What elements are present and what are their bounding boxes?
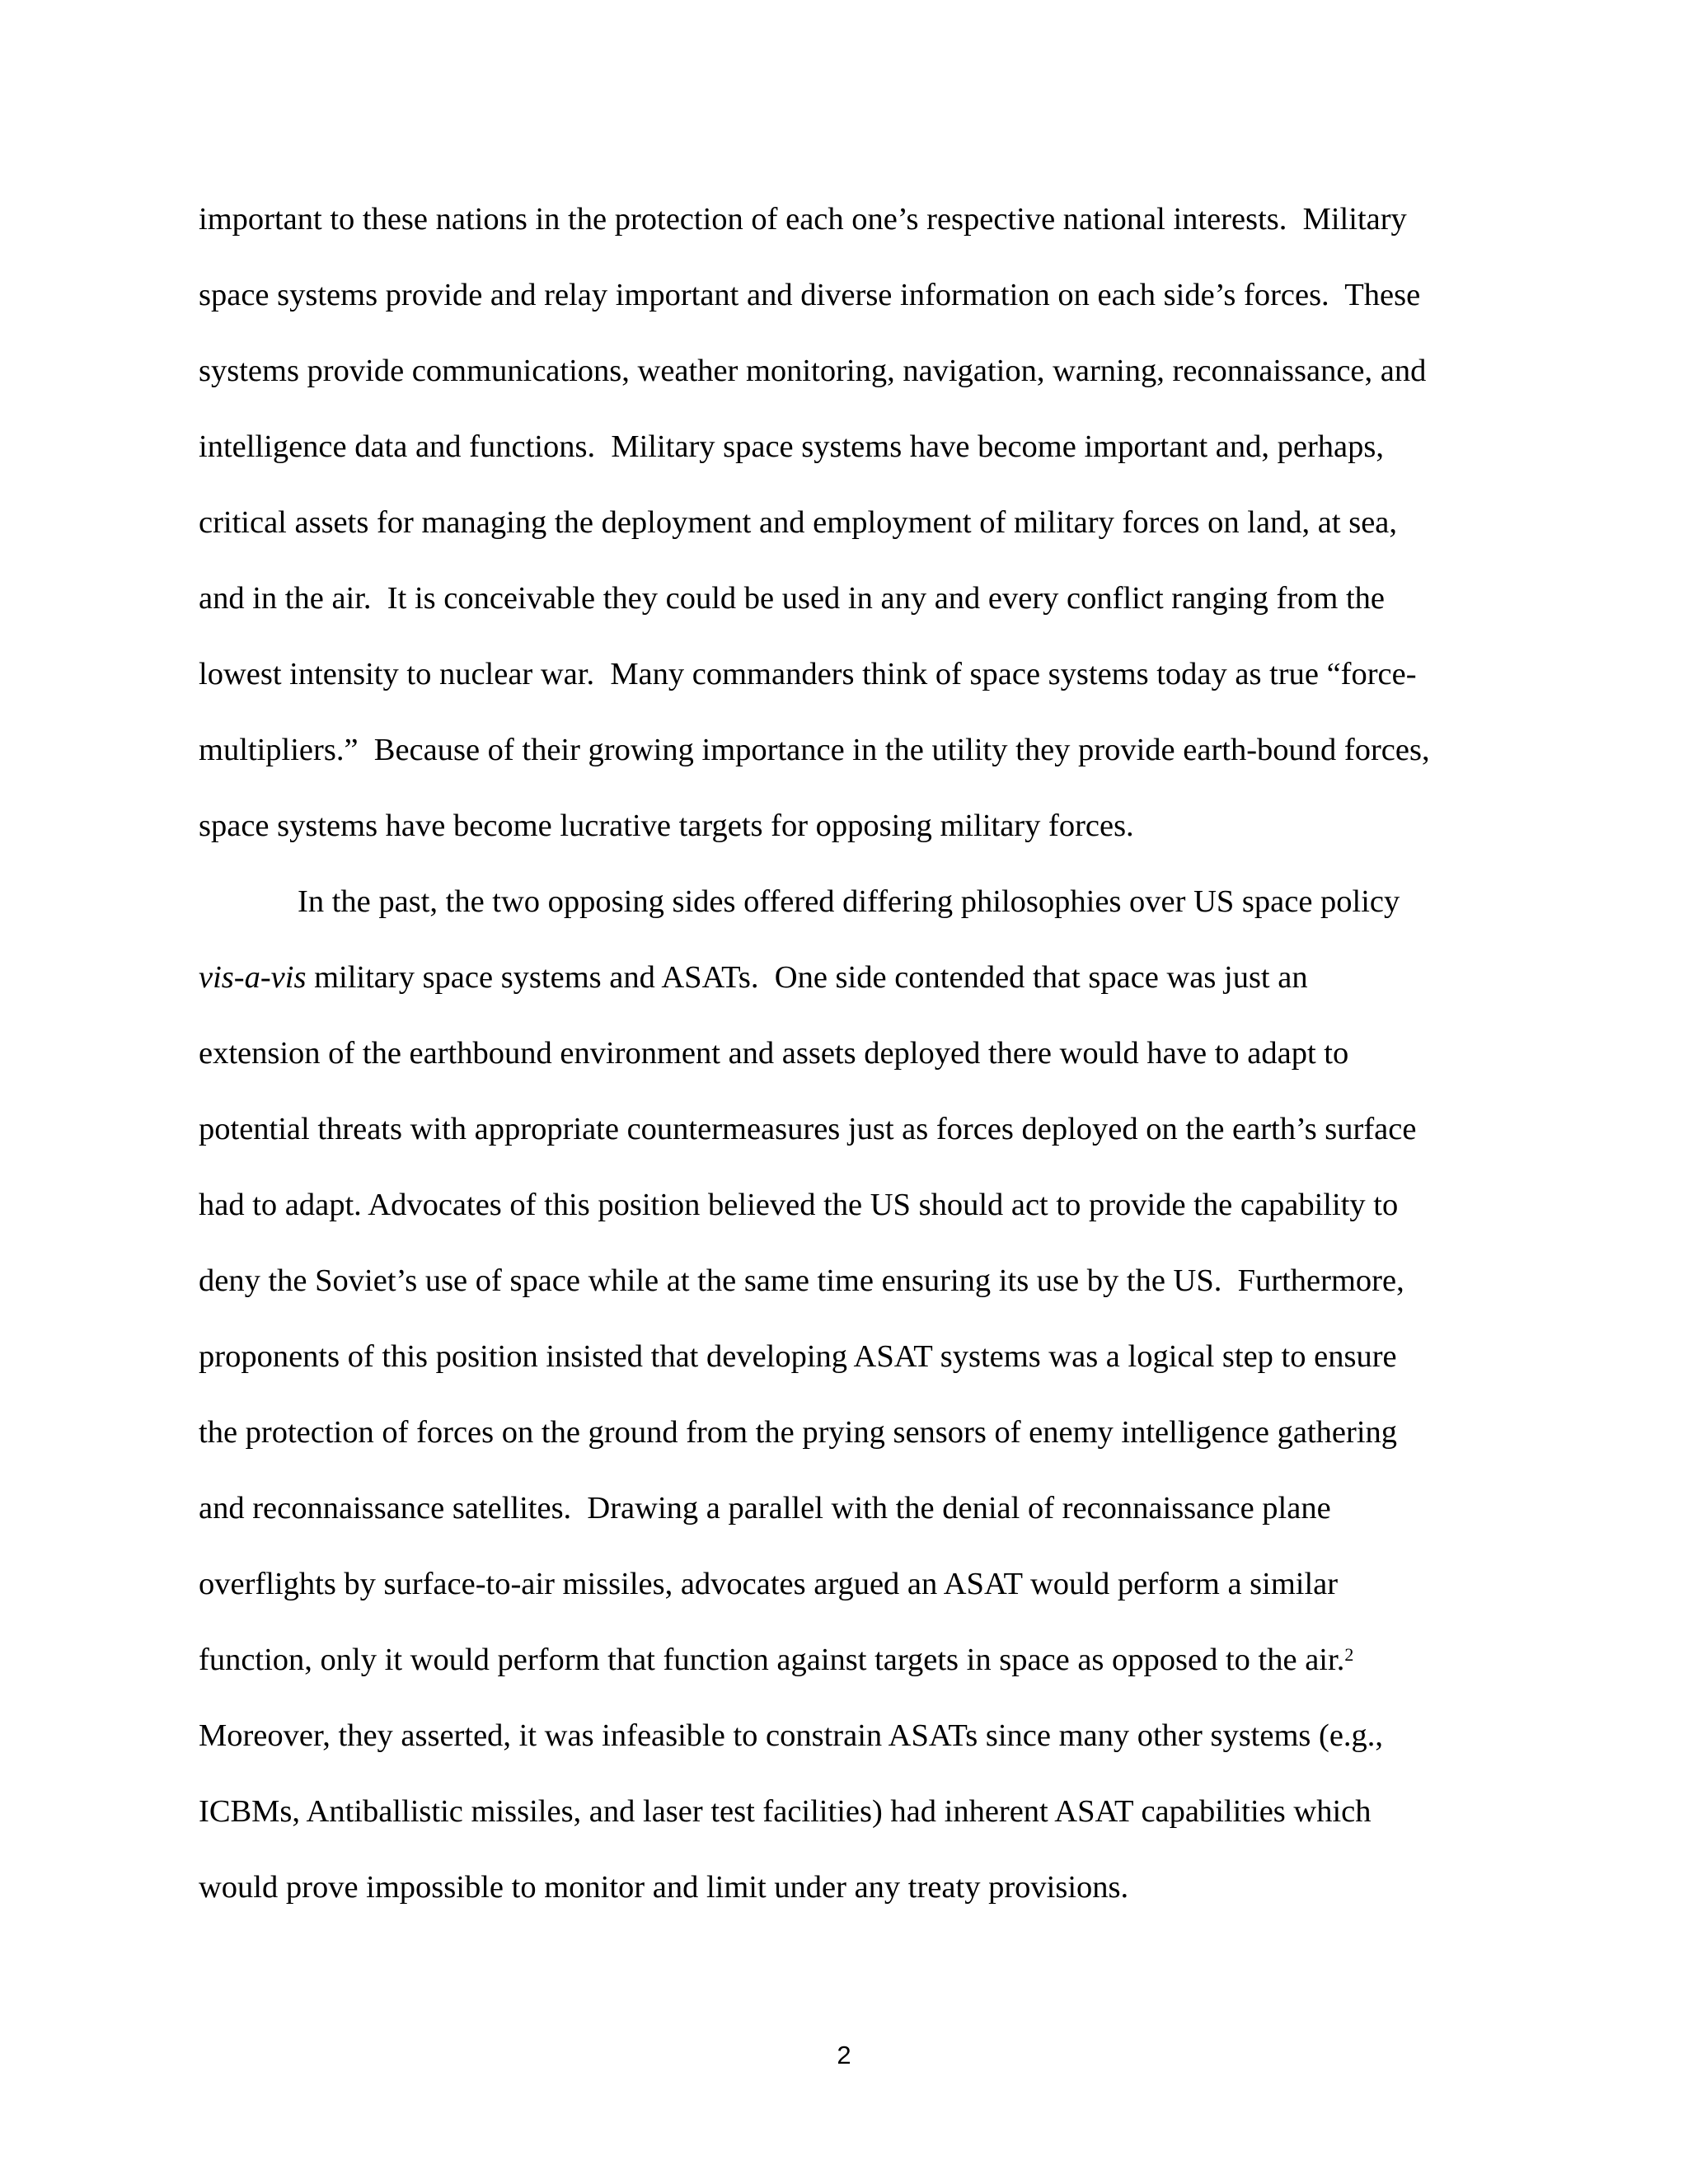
text-line: important to these nations in the protection of each one’s respective national interests. Military [199, 202, 1407, 237]
text-line: deny the Soviet’s use of space while at the same time ensuring its use by the US. Furthermore, [199, 1263, 1404, 1298]
text-line-indented: In the past, the two opposing sides offered differing philosophies over US space policy [298, 884, 1400, 919]
text-line-with-footnote [199, 1632, 1489, 1708]
text-line: overflights by surface-to-air missiles, advocates argued an ASAT would perform a similar [199, 1567, 1339, 1601]
text-line: had to adapt. Advocates of this position believed the US should act to provide the capability to [199, 1188, 1399, 1222]
text-line: potential threats with appropriate countermeasures just as forces deployed on the earth’s surface [199, 1112, 1417, 1146]
text-line-with-italic [199, 949, 1489, 1025]
text-line: extension of the earthbound environment and assets deployed there would have to adapt to [199, 1036, 1349, 1071]
text-line: space systems have become lucrative targets for opposing military forces. [199, 808, 1134, 843]
text-line: and in the air. It is conceivable they could be used in any and every conflict ranging from the [199, 581, 1385, 616]
italic-phrase: vis-a-vis [199, 960, 307, 995]
page-number: 2 [837, 2041, 851, 2069]
paragraph-2 [199, 874, 1489, 1935]
text-run: function, only it would perform that function against targets in space as opposed to the air. [199, 1643, 1345, 1677]
body-text [199, 191, 1489, 1935]
text-run: military space systems and ASATs. One side contended that space was just an [306, 960, 1308, 995]
text-line: ICBMs, Antiballistic missiles, and laser test facilities) had inherent ASAT capabilities which [199, 1794, 1372, 1829]
text-line: critical assets for managing the deployment and employment of military forces on land, at sea, [199, 505, 1397, 540]
text-line: lowest intensity to nuclear war. Many commanders think of space systems today as true “force- [199, 657, 1417, 691]
text-line: intelligence data and functions. Military space systems have become important and, perhaps, [199, 429, 1384, 464]
text-line: and reconnaissance satellites. Drawing a parallel with the denial of reconnaissance plane [199, 1491, 1331, 1526]
paragraph-1 [199, 191, 1489, 874]
text-line: systems provide communications, weather monitoring, navigation, warning, reconnaissance, and [199, 354, 1427, 388]
text-line: Moreover, they asserted, it was infeasible to constrain ASATs since many other systems (e.g., [199, 1718, 1384, 1753]
text-line: space systems provide and relay important and diverse information on each side’s forces. These [199, 278, 1421, 312]
text-line: proponents of this position insisted that developing ASAT systems was a logical step to ensure [199, 1339, 1397, 1374]
footnote-reference[interactable]: 2 [1344, 1644, 1354, 1665]
text-line: the protection of forces on the ground from the prying sensors of enemy intelligence gathering [199, 1415, 1398, 1450]
text-line: multipliers.” Because of their growing importance in the utility they provide earth-bound forces, [199, 733, 1430, 767]
text-line: would prove impossible to monitor and limit under any treaty provisions. [199, 1870, 1129, 1905]
